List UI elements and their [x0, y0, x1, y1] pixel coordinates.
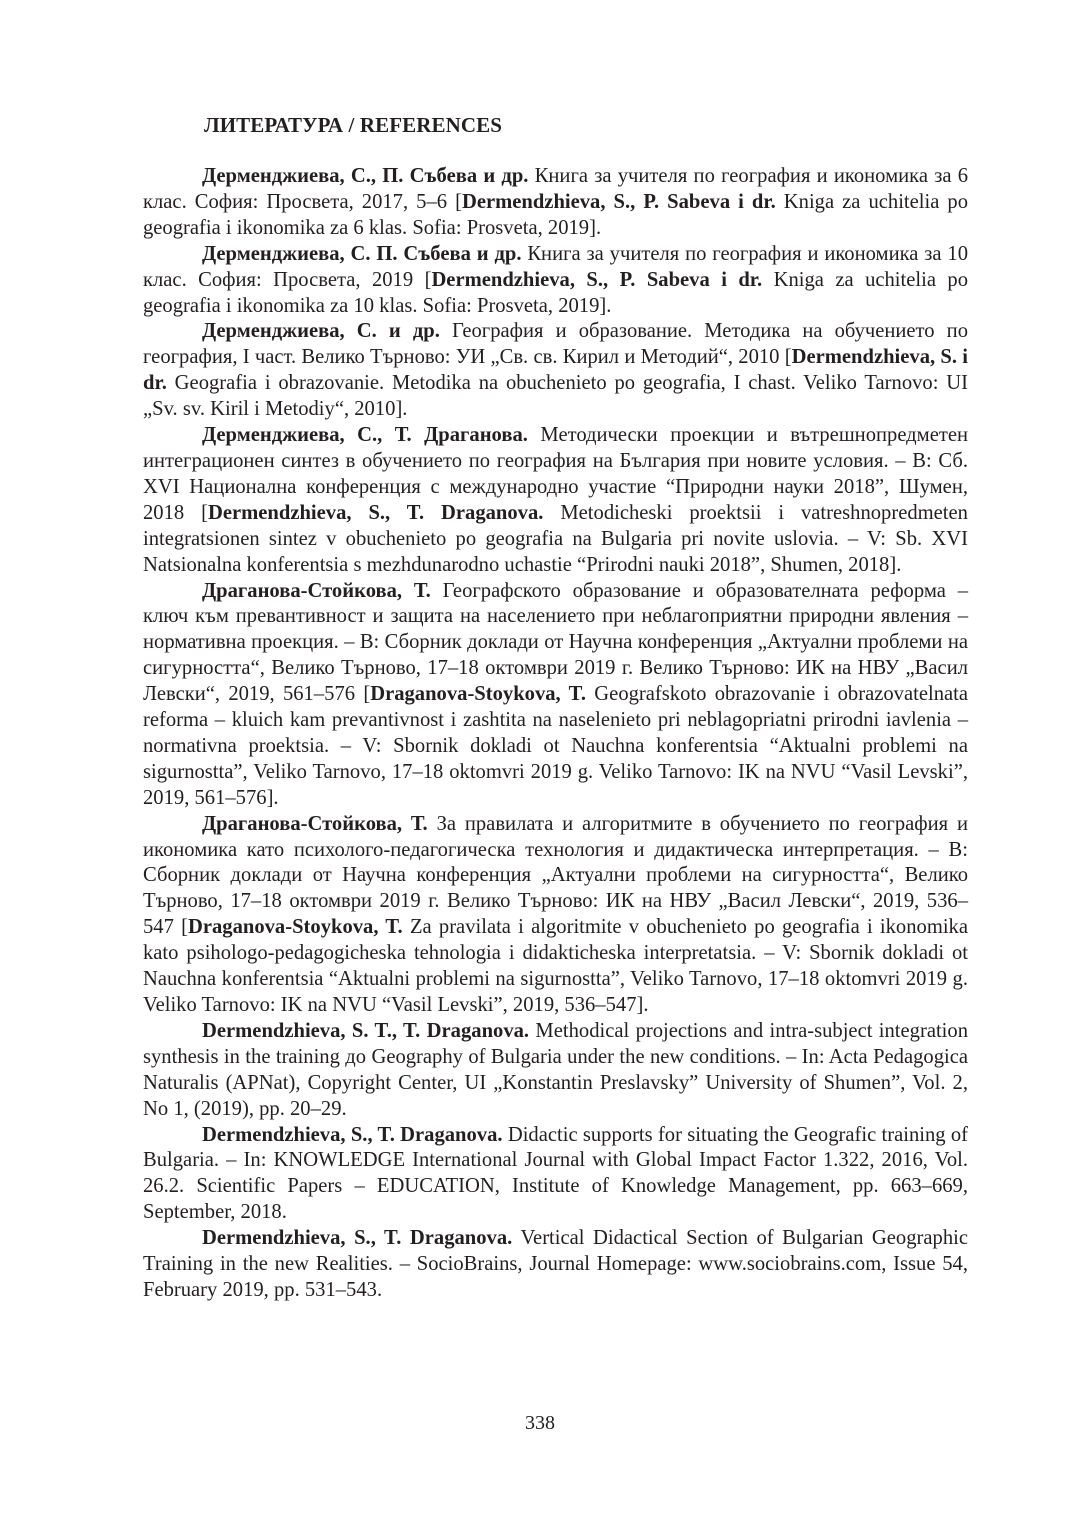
reference-text: Методически проекции и вътрешнопредметен интеграционен синтез в обучението по география на България при новите условия. – В: Сб. XVI Национална конференция с международно участие “Природни науки 2018”, Шумен, 2018 [	[143, 424, 968, 524]
reference-author: Дерменджиева, С. П. Събева и др.	[202, 242, 522, 265]
reference-author: Драганова-Стойкова, Т.	[202, 812, 428, 835]
reference-entry	[143, 1123, 968, 1227]
reference-text-latin: Metodicheski proektsii i vatreshnopredmeten integratsionen sintez v obuchenieto po geografia na Bulgaria pri novite uslovia. – V: Sb. XVI Natsionalna konferentsia s mezhdunarodno uchastie “Prirodni nauki 2018”, Shumen, 2018].	[143, 501, 968, 576]
reference-text: Didactic supports for situating the Geografic training of Bulgaria. – In: KNOWLEDGE International Journal with Global Impact Factor 1.322, 2016, Vol. 26.2. Scientific Papers – EDUCATION, Institute of Knowledge Management, pp. 663–669, September, 2018.	[143, 1123, 969, 1224]
reference-author-latin: Dermendzhieva, S. i dr.	[143, 346, 968, 395]
reference-text: Methodical projections and intra-subject integration synthesis in the training до Geography of Bulgaria under the new conditions. – In: Acta Pedagogica Naturalis (APNat), Copyright Center, UI „Konstantin Preslavsky” University of Shumen”, Vol. 2, No 1, (2019), pp. 20–29.	[143, 1019, 968, 1120]
page-number: 338	[525, 1412, 555, 1434]
reference-author-latin: Draganova-Stoykova, T.	[187, 916, 403, 939]
reference-entry	[143, 423, 968, 578]
reference-text: За правилата и алгоритмите в обучението по география и икономика като психолого-педагогическа технология и дидактическа интерпретация. – В: Сборник доклади от Научна конференция „Актуални проблеми на сигурността“, Велико Търново, 17–18 октомври 2019 г. Велико Търново: ИК на НВУ „Васил Левски“, 2019, 536–547 [	[143, 812, 968, 939]
reference-text-latin: Kniga za uchitelia po geografia i ikonomika za 6 klas. Sofia: Prosveta, 2019].	[143, 190, 968, 239]
reference-author: Дерменджиева, С., Т. Драганова.	[202, 424, 528, 447]
page-content	[143, 109, 968, 1304]
reference-text: Книга за учителя по география и икономика за 10 клас. София: Просвета, 2019 [	[143, 242, 968, 291]
reference-text: География и образование. Методика на обучението по география, I част. Велико Търново: УИ „Св. св. Кирил и Методий“, 2010 [	[143, 320, 969, 369]
reference-entry	[143, 1226, 968, 1304]
reference-entry	[143, 579, 968, 812]
reference-text: Географското образование и образователната реформа – ключ към превантивност и защита на населението при неблагоприятни природни явления – нормативна проекция. – В: Сборник доклади от Научна конференция „Актуални проблеми на сигурността“, Велико Търново, 17–18 октомври 2019 г. Велико Търново: ИК на НВУ „Васил Левски“, 2019, 561–576 [	[143, 579, 969, 706]
reference-text-latin: Kniga za uchitelia po geografia i ikonomika za 10 klas. Sofia: Prosveta, 2019].	[143, 268, 968, 317]
reference-author: Дерменджиева, С. и др.	[202, 320, 440, 343]
reference-entry	[143, 1019, 968, 1123]
reference-text: Vertical Didactical Section of Bulgarian Geographic Training in the new Realities. – SocioBrains, Journal Homepage: www.​sociobrains.com, Issue 54, February 2019, pp. 531–543.	[143, 1227, 968, 1301]
reference-author: Dermendzhieva, S., T. Draganova.	[202, 1227, 513, 1250]
reference-author: Дерменджиева, С., П. Събева и др.	[202, 165, 529, 187]
reference-author-latin: Draganova-Stoykova, T.	[370, 683, 586, 706]
reference-author: Драганова-Стойкова, Т.	[202, 579, 431, 602]
reference-author-latin: Dermendzhieva, S., T. Draganova.	[207, 501, 544, 524]
reference-entry	[143, 164, 968, 242]
reference-entry	[143, 319, 968, 423]
reference-entry	[143, 812, 968, 1019]
reference-author: Dermendzhieva, S. T., T. Draganova.	[202, 1019, 530, 1042]
reference-text-latin: Geografskoto obrazovanie i obrazovatelnata reforma – kluich kam prevantivnost i zashtita na naselenieto pri neblagopriatni prirodni iavlenia – normativna proektsia. – V: Sbornik dokladi ot Nauchna konferentsia “Aktualni problemi na sigurnostta”, Veliko Tarnovo, 17–18 oktomvri 2019 g. Veliko Tarnovo: IK na NVU “Vasil Levski”, 2019, 561–576].	[143, 683, 968, 809]
reference-text: Книга за учителя по география и икономика за 6 клас. София: Просвета, 2017, 5–6 [	[143, 165, 968, 213]
reference-list	[143, 164, 968, 1304]
reference-author-latin: Dermendzhieva, S., P. Sabeva i dr.	[461, 190, 776, 213]
references-heading: ЛИТЕРАТУРА / REFERENCES	[204, 113, 503, 137]
reference-text-latin: Za pravilata i algoritmite v obuchenieto po geografia i ikonomika kato psihologo-pedagogicheska tehnologia i didakticheska interpretatsia. – V: Sbornik dokladi ot Nauchna konferentsia “Aktualni problemi na sigurnostta”, Veliko Tarnovo, 17–18 oktomvri 2019 g. Veliko Tarnovo: IK na NVU “Vasil Levski”, 2019, 536–547].	[143, 916, 968, 1016]
reference-author: Dermendzhieva, S., T. Draganova.	[202, 1123, 503, 1146]
reference-author-latin: Dermendzhieva, S., P. Sabeva i dr.	[431, 268, 763, 291]
reference-entry	[143, 242, 968, 320]
reference-text-latin: Geografia i obrazovanie. Metodika na obuchenieto po geografia, I chast. Veliko Tarnovo: UI „Sv. sv. Kiril i Metodiy“, 2010].	[143, 372, 968, 421]
